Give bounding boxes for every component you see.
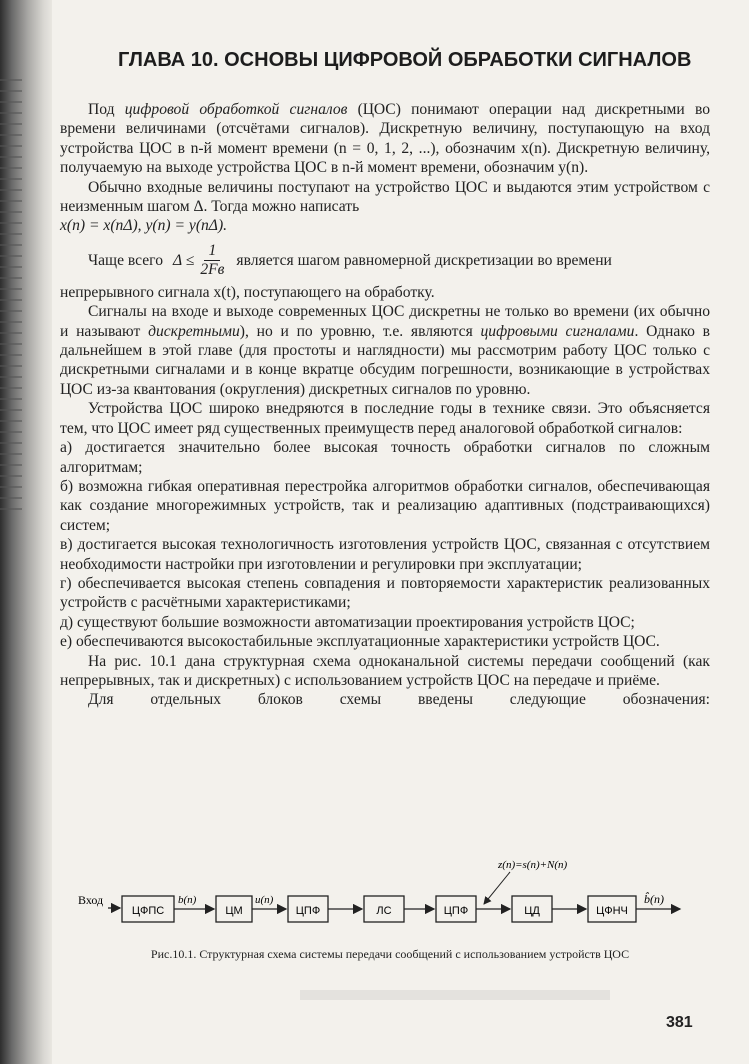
figure-10-1 (60, 858, 720, 968)
digital-text-c: . Однако в дальнейшем в этой главе (для простоты и наглядности) мы рассмотрим работу ЦОС только с дискретными сигналами и в конце вкратце обсудим погрешности, возникающие в устройствах ЦОС из-за квантования (округления) дискретных сигналов по уровню. (60, 322, 711, 398)
book-gutter-shadow (0, 0, 52, 1064)
advantage-item: а) достигается значительно более высокая точность обработки сигналов по сложным алгоритмам; (60, 439, 710, 476)
advantage-item: в) достигается высокая технологичность изготовления устройств ЦОС, связанная с отсутствием необходимости настройки при изготовлении и регулировки при эксплуатации; (60, 536, 710, 573)
advantage-item: д) существуют большие возможности автоматизации проектирования устройств ЦОС; (60, 613, 635, 631)
signal-u: u(n) (255, 894, 274, 906)
block-label: ЦПФ (443, 905, 469, 917)
facing-page-text-fragments (0, 70, 22, 970)
advantage-item: б) возможна гибкая оперативная перестройка алгоритмов обработки сигналов, обеспечивающая как создание многорежимных устройств, так и реализацию адаптивных (подстраивающихся) систем; (60, 477, 710, 534)
block-diagram (60, 858, 720, 946)
advantage-item: е) обеспечиваются высокостабильные эксплуатационные характеристики устройств ЦОС. (60, 633, 660, 651)
paragraph-notation: Для отдельных блоков схемы введены следующие обозначения: (88, 691, 710, 709)
chapter-title: ГЛАВА 10. ОСНОВЫ ЦИФРОВОЙ ОБРАБОТКИ СИГНАЛОВ (118, 49, 692, 71)
step-condition-line (88, 242, 710, 279)
chapter-body (60, 100, 710, 710)
block-cfnch (588, 896, 636, 922)
block-cd (512, 896, 552, 922)
fraction-denominator: 2Fв (200, 260, 225, 278)
block-cpf-tx (288, 896, 328, 922)
term-discrete: дискретными (148, 322, 240, 340)
block-ls (364, 896, 404, 922)
signal-b-hat: b̂(n) (644, 892, 664, 906)
equation-text: x(n) = x(nΔ), y(n) = y(nΔ). (60, 217, 228, 235)
page-number: 381 (666, 1014, 693, 1031)
condition-text-c: непрерывного сигнала x(t), поступающего на обработку. (60, 283, 435, 301)
term-dsp: цифровой обработкой сигналов (124, 101, 348, 118)
block-cpf-rx (436, 896, 476, 922)
intro-text-b: (ЦОС) понимают операции над дискретными во времени величинами (отсчётами сигналов). Дискретную величину, поступающую на вход устройства ЦОС в n-й момент времени (n = 0, 1, 2, ...), обозначим x(n). Дискретную величину, получаемую на выходе устройства ЦОС в n-й момент времени, обозначим y(n). (60, 101, 710, 177)
block-cfps (122, 896, 174, 922)
paragraph-advantages: Устройства ЦОС широко внедряются в последние годы в технике связи. Это объясняется тем, что ЦОС имеет ряд существенных преимуществ перед аналоговой обработкой сигналов: (60, 400, 710, 437)
digital-text-b: ), но и по уровню, т.е. являются (239, 322, 481, 340)
term-digital-signals: цифровыми сигналами (480, 322, 635, 340)
paragraph-intro (60, 100, 710, 178)
print-smudge (300, 990, 610, 1000)
block-label: ЦПФ (295, 905, 321, 917)
signal-b: b(n) (178, 894, 197, 906)
equation-sampling (60, 216, 710, 235)
block-label: ЦФПС (131, 905, 165, 917)
signal-z: z(n)=s(n)+N(n) (498, 859, 568, 871)
block-label: ЦД (524, 905, 540, 917)
paragraph-figure-ref: На рис. 10.1 дана структурная схема одноканальной системы передачи сообщений (как непрерывных, так и дискретных) с использованием устройств ЦОС на передаче и приёме. (60, 652, 710, 689)
fraction (200, 242, 224, 279)
paragraph-digital-signals (60, 302, 710, 399)
condition-text-a: Чаще всего (88, 251, 163, 269)
block-label: ЛС (376, 905, 392, 917)
block-label: ЦМ (225, 905, 243, 917)
condition-lhs: Δ ≤ (173, 251, 195, 269)
block-label: ЦФНЧ (596, 905, 628, 917)
digital-text-a: Сигналы на входе и выходе современных ЦОС дискретны не только во времени (их обычно и называют (60, 303, 710, 340)
condition-text-b: является шагом равномерной дискретизации во времени (236, 251, 612, 269)
fraction-numerator: 1 (204, 242, 220, 261)
paragraph-step: Обычно входные величины поступают на устройство ЦОС и выдаются этим устройством с неизменным шагом Δ. Тогда можно написать (60, 178, 710, 216)
intro-text-a: Под (88, 101, 125, 118)
advantage-item: г) обеспечивается высокая степень совпадения и повторяемости характеристик реализованных устройств с расчётными характеристиками; (60, 574, 710, 612)
input-label: Вход (78, 893, 104, 907)
block-cm (216, 896, 252, 922)
figure-caption: Рис.10.1. Структурная схема системы передачи сообщений с использованием устройств ЦОС (150, 947, 630, 961)
